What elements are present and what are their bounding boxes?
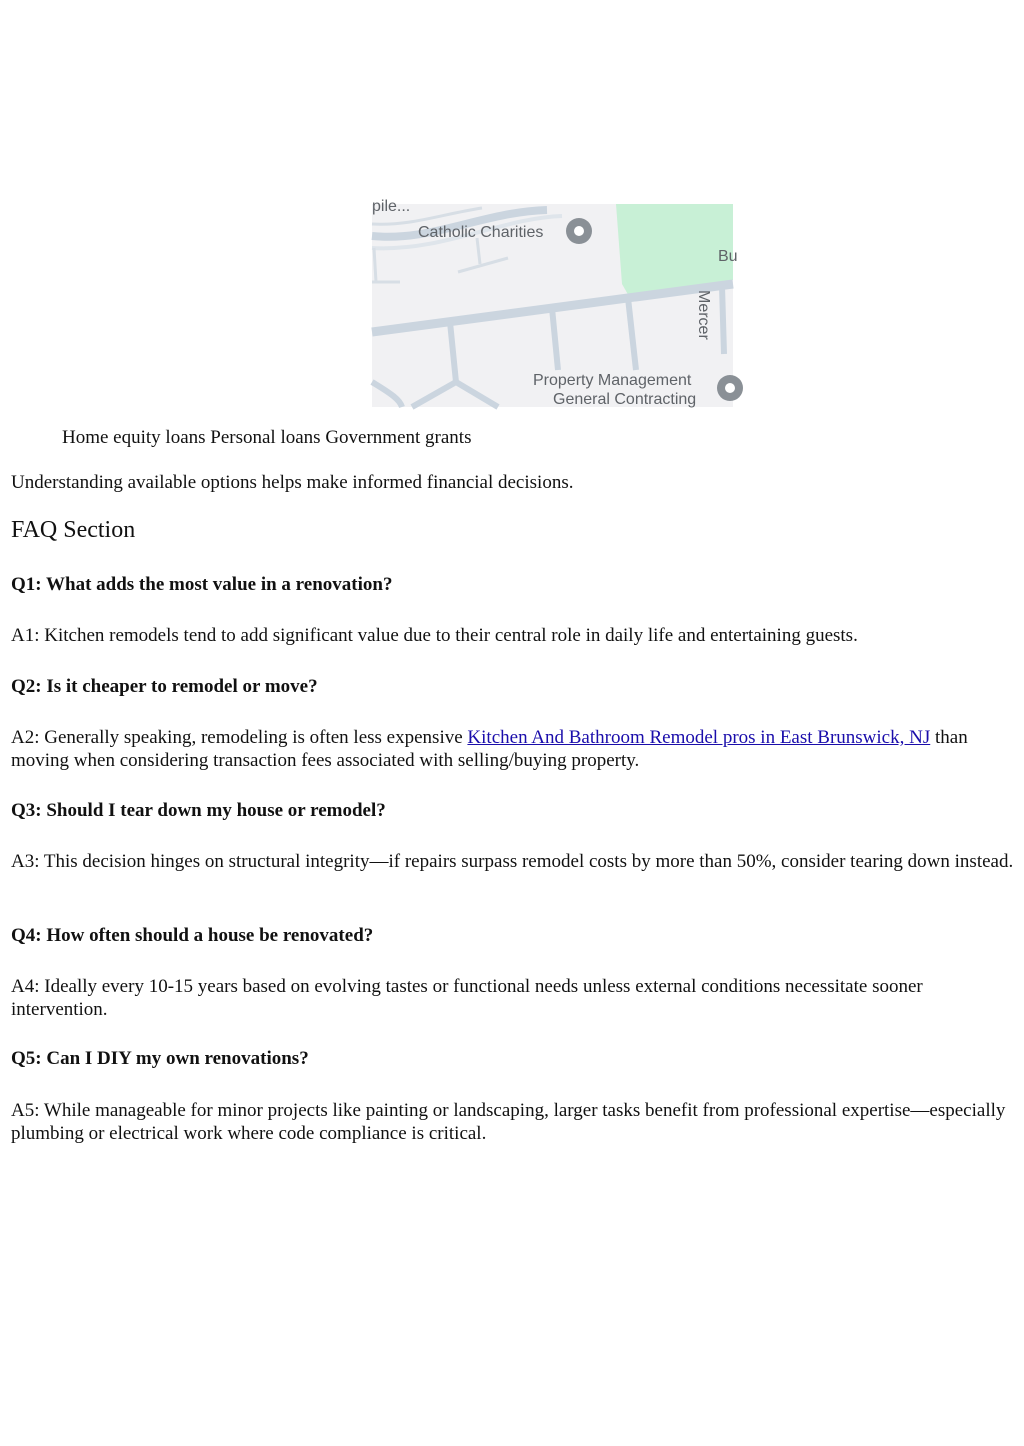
- map-road: [374, 248, 376, 282]
- faq-answer: [11, 726, 1016, 772]
- map-road: [552, 308, 558, 370]
- map-road: [412, 382, 456, 407]
- faq-question: Q1: What adds the most value in a renovation?: [11, 574, 393, 595]
- map-pin-icon[interactable]: [566, 218, 592, 244]
- faq-answer: A1: Kitchen remodels tend to add significant value due to their central role in daily life and entertaining guests.: [11, 625, 858, 646]
- loan-options-list: Home equity loans Personal loans Government grants: [62, 427, 472, 448]
- faq-answer: A4: Ideally every 10-15 years based on evolving tastes or functional needs unless external conditions necessitate sooner intervention.: [11, 976, 923, 1020]
- map-road: [628, 298, 636, 370]
- faq-answer: A3: This decision hinges on structural integrity—if repairs surpass remodel costs by more than 50%, consider tearing down instead.: [11, 851, 1014, 872]
- map-label-property-management[interactable]: Property Management: [533, 372, 692, 389]
- map-label-fragment: pile...: [372, 198, 411, 215]
- faq-heading: FAQ Section: [11, 517, 136, 543]
- faq-answer-text: than moving when considering transaction fees associated with selling/buying property.: [11, 727, 968, 771]
- map-label-general-contracting[interactable]: General Contracting: [553, 391, 697, 408]
- map-road: [722, 286, 724, 354]
- map-label-fragment: Bu: [718, 248, 738, 265]
- map-image[interactable]: [372, 198, 738, 408]
- faq-answer: A5: While manageable for minor projects like painting or landscaping, larger tasks benefit from professional expertise—especially plumbing or electrical work where code compliance is critical.: [11, 1100, 1006, 1144]
- map-road: [456, 382, 498, 407]
- intro-paragraph: Understanding available options helps make informed financial decisions.: [11, 472, 574, 493]
- map-road: [458, 258, 508, 272]
- map-label-street: Mercer: [695, 290, 712, 340]
- faq-question: Q3: Should I tear down my house or remodel?: [11, 800, 386, 821]
- faq-question: Q4: How often should a house be renovated?: [11, 925, 374, 946]
- map-road: [372, 382, 402, 407]
- map-label-catholic-charities[interactable]: Catholic Charities: [418, 224, 544, 241]
- faq-question: Q2: Is it cheaper to remodel or move?: [11, 676, 318, 697]
- faq-answer-text: A2: Generally speaking, remodeling is often less expensive: [11, 727, 468, 748]
- map-road: [450, 322, 456, 382]
- remodel-pros-link[interactable]: Kitchen And Bathroom Remodel pros in East Brunswick, NJ: [467, 727, 931, 748]
- map-pin-icon[interactable]: [717, 375, 743, 401]
- faq-question: Q5: Can I DIY my own renovations?: [11, 1048, 309, 1069]
